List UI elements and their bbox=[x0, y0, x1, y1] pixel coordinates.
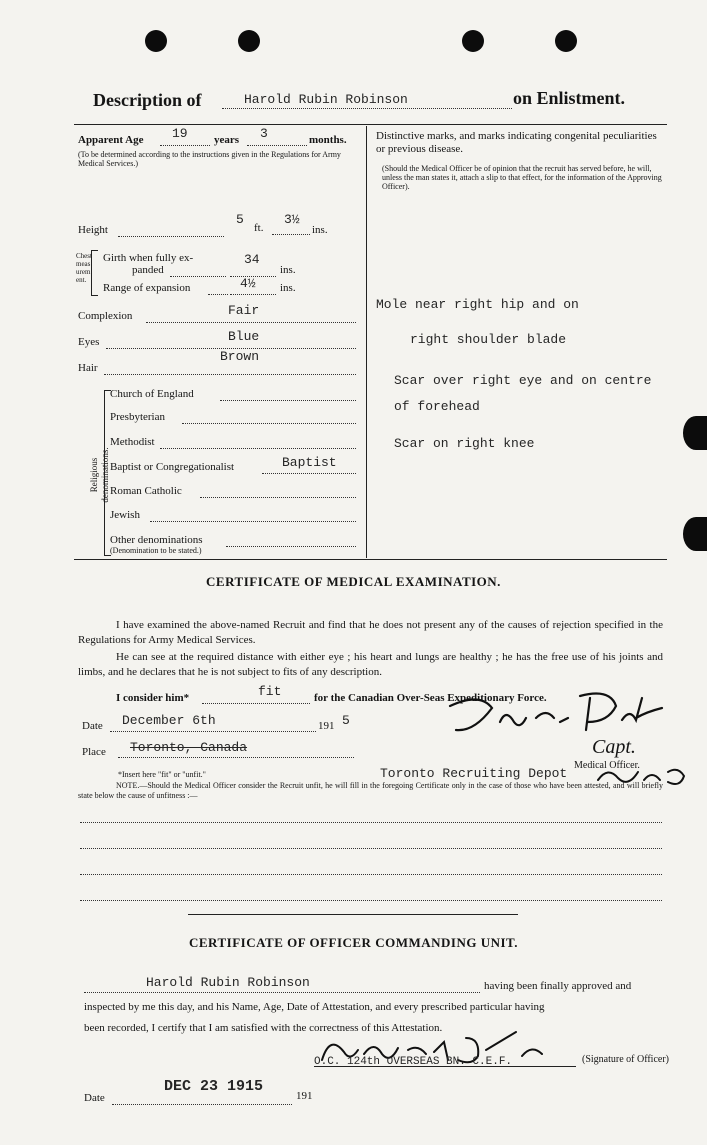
girth-label-2: panded bbox=[132, 264, 164, 276]
insert-note: *Insert here "fit" or "unfit." bbox=[118, 770, 206, 779]
marks-line: right shoulder blade bbox=[410, 332, 567, 347]
age-years-value: 19 bbox=[172, 126, 188, 141]
punch-hole bbox=[462, 30, 484, 52]
girth-label-1: Girth when fully ex- bbox=[103, 252, 194, 264]
marks-line: Mole near right hip and on bbox=[376, 297, 579, 312]
date-value: December 6th bbox=[122, 713, 216, 728]
medical-para-2: He can see at the required distance with either eye ; his heart and lungs are healthy ; he has the free use of his joints and limbs, and he declares that he is not subject to fits of any description. bbox=[78, 651, 663, 678]
signature-label: (Signature of Officer) bbox=[582, 1054, 670, 1065]
height-inches-value: 3½ bbox=[284, 212, 300, 227]
eyes-label: Eyes bbox=[78, 336, 100, 348]
fit-value: fit bbox=[258, 684, 282, 699]
depot-name: Toronto Recruiting Depot bbox=[380, 766, 568, 781]
hair-label: Hair bbox=[78, 362, 98, 374]
range-dotted bbox=[208, 294, 228, 295]
age-note: (To be determined according to the instructions given in the Regulations for Army Medical Services.) bbox=[78, 150, 341, 168]
punch-hole bbox=[555, 30, 577, 52]
year-prefix: 191 bbox=[318, 720, 335, 732]
commanding-text-2: inspected by me this day, and his Name, Age, Date of Attestation, and every prescribed particular having bbox=[84, 1001, 545, 1013]
recruit-name: Harold Rubin Robinson bbox=[244, 92, 408, 107]
religion-item: Roman Catholic bbox=[110, 485, 182, 497]
religion-line bbox=[150, 521, 356, 522]
punch-hole bbox=[145, 30, 167, 52]
title-suffix: on Enlistment. bbox=[513, 88, 626, 108]
signature-rank: Capt. bbox=[592, 736, 636, 758]
religion-item: Baptist or Congregationalist bbox=[110, 461, 235, 473]
commanding-date-line bbox=[112, 1104, 292, 1105]
complexion-label: Complexion bbox=[78, 310, 133, 322]
consider-label: I consider him* bbox=[116, 692, 190, 704]
age-months-line bbox=[247, 145, 307, 146]
medical-para-1: I have examined the above-named Recruit and find that he does not present any of the causes of rejection specified in the Regulations for Army Medical Services. bbox=[78, 619, 663, 646]
place-line bbox=[118, 757, 354, 758]
unfit-cause-line bbox=[80, 848, 662, 849]
medical-heading: CERTIFICATE OF MEDICAL EXAMINATION. bbox=[206, 574, 501, 589]
form-title bbox=[93, 90, 201, 111]
commanding-text-1: having been finally approved and bbox=[484, 980, 632, 992]
eyes-value: Blue bbox=[228, 329, 260, 344]
punch-hole bbox=[683, 517, 707, 551]
girth-dotted bbox=[170, 276, 226, 277]
range-unit: ins. bbox=[280, 282, 296, 294]
name-line bbox=[222, 108, 512, 109]
religion-line bbox=[220, 400, 356, 401]
commanding-unit: O.C. 124th OVERSEAS BN. C.E.F. bbox=[314, 1056, 513, 1068]
religion-side-label: Religious denominations. bbox=[89, 447, 110, 503]
height-inches-label: ins. bbox=[312, 224, 328, 236]
commanding-date-label: Date bbox=[84, 1092, 105, 1104]
chest-side-label: Chest measurement. bbox=[76, 252, 92, 284]
girth-value: 34 bbox=[244, 252, 260, 267]
height-label: Height bbox=[78, 224, 108, 236]
religion-item: Jewish bbox=[110, 509, 140, 521]
religion-item: Presbyterian bbox=[110, 411, 165, 423]
age-months-label: months. bbox=[309, 134, 347, 146]
religion-item: Church of England bbox=[110, 388, 194, 400]
commanding-year-prefix: 191 bbox=[296, 1090, 313, 1102]
punch-hole bbox=[238, 30, 260, 52]
range-label: Range of expansion bbox=[103, 282, 191, 294]
marks-line: Scar on right knee bbox=[394, 436, 535, 451]
place-value: Toronto, Canada bbox=[130, 740, 248, 755]
date-label: Date bbox=[82, 720, 103, 732]
commanding-heading: CERTIFICATE OF OFFICER COMMANDING UNIT. bbox=[189, 935, 518, 950]
year-suffix: 5 bbox=[342, 713, 350, 728]
chest-brace bbox=[91, 250, 98, 296]
section-rule bbox=[188, 914, 518, 915]
religion-line bbox=[262, 473, 356, 474]
height-dotted bbox=[118, 236, 224, 237]
range-line bbox=[230, 294, 276, 295]
date-stamp: DEC 23 1915 bbox=[164, 1078, 264, 1095]
unfit-cause-line bbox=[80, 822, 662, 823]
religion-value: Baptist bbox=[282, 455, 337, 470]
religion-item: Other denominations bbox=[110, 534, 203, 546]
complexion-line bbox=[146, 322, 356, 323]
girth-unit: ins. bbox=[280, 264, 296, 276]
religion-item: Methodist bbox=[110, 436, 155, 448]
place-label: Place bbox=[82, 746, 106, 758]
marks-line: of forehead bbox=[394, 399, 480, 414]
range-value: 4½ bbox=[240, 276, 256, 291]
hair-line bbox=[104, 374, 356, 375]
religion-other-note: (Denomination to be stated.) bbox=[110, 546, 202, 555]
for-label: for the Canadian Over-Seas Expeditionary Force. bbox=[314, 692, 547, 704]
age-label: Apparent Age bbox=[78, 134, 144, 146]
commanding-text-3: been recorded, I certify that I am satisfied with the correctness of this Attestation. bbox=[84, 1022, 443, 1034]
religion-line bbox=[160, 448, 356, 449]
complexion-value: Fair bbox=[228, 303, 260, 318]
marks-note: (Should the Medical Officer be of opinion that the recruit has served before, he will, unless the man states it, attach a slip to that effect, for the information of the Approving Officer). bbox=[382, 164, 662, 191]
religion-line bbox=[226, 546, 356, 547]
title-prefix: Description of bbox=[93, 90, 202, 110]
officer-label: Medical Officer. bbox=[574, 760, 640, 771]
date-line bbox=[110, 731, 316, 732]
hair-value: Brown bbox=[220, 349, 260, 364]
table-divider bbox=[366, 126, 367, 558]
fit-line bbox=[202, 703, 310, 704]
marks-heading: Distinctive marks, and marks indicating congenital peculiarities or previous disease. bbox=[376, 130, 657, 155]
height-feet-label: ft. bbox=[254, 222, 264, 234]
age-months-value: 3 bbox=[260, 126, 268, 141]
age-years-line bbox=[160, 145, 210, 146]
commanding-name: Harold Rubin Robinson bbox=[146, 975, 310, 990]
punch-hole bbox=[683, 416, 707, 450]
marks-line: Scar over right eye and on centre bbox=[394, 373, 652, 388]
unfit-cause-line bbox=[80, 900, 662, 901]
religion-line bbox=[200, 497, 356, 498]
religion-line bbox=[182, 423, 356, 424]
age-years-label: years bbox=[214, 134, 240, 146]
height-feet-value: 5 bbox=[236, 212, 244, 227]
unfit-note: NOTE.—Should the Medical Officer consider the Recruit unfit, he will fill in the foregoing Certificate only in the case of those who have been attested, and will briefly state below the cause of unfitness :— bbox=[78, 781, 663, 800]
unfit-cause-line bbox=[80, 874, 662, 875]
height-inches-line bbox=[272, 234, 310, 235]
commanding-name-line bbox=[84, 992, 480, 993]
